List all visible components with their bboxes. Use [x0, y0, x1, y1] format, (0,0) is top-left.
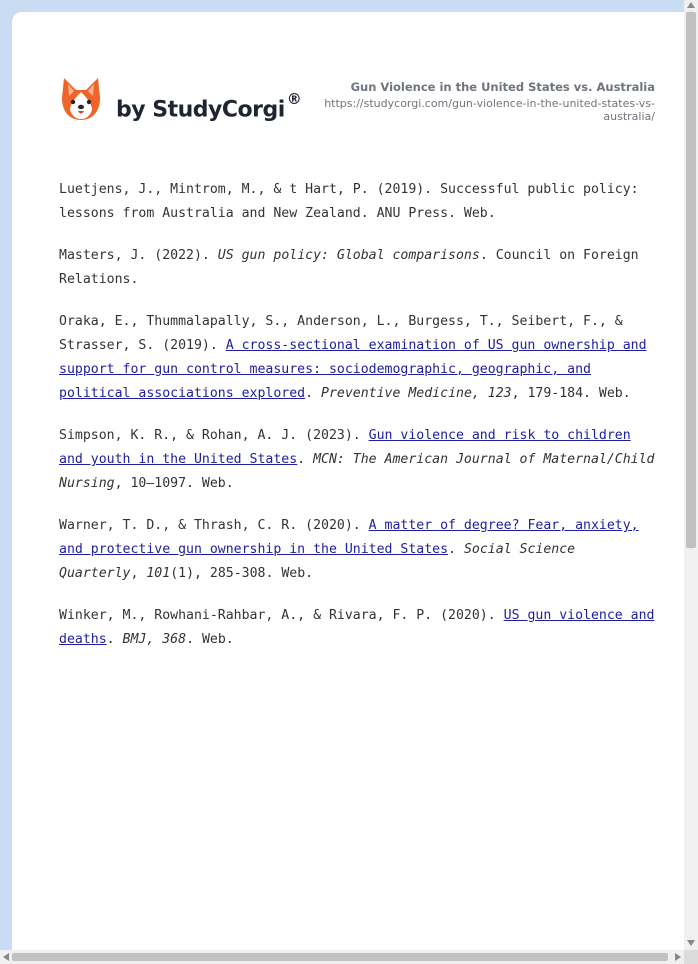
- reference-item: Masters, J. (2022). US gun policy: Global comparisons. Council on Foreign Relations.: [59, 248, 639, 287]
- journal-name: Social Science Quarterly: [59, 542, 576, 581]
- scrollbar-corner: [684, 950, 698, 964]
- reference-item: Simpson, K. R., & Rohan, A. J. (2023). Gun violence and risk to children and youth in the United States. MCN: The American Journal of Maternal/Child Nursing, 10–1097. Web.: [59, 428, 655, 491]
- reference-link[interactable]: US gun violence and deaths: [59, 608, 655, 647]
- corgi-icon: [60, 76, 102, 122]
- reference-link[interactable]: Gun violence and risk to children and youth in the United States: [59, 428, 631, 467]
- brand-name: by StudyCorgi ®: [116, 90, 302, 123]
- document-page: [12, 12, 684, 952]
- reference-link[interactable]: A cross-sectional examination of US gun ownership and support for gun control measures: sociodemographic, geographic, and political associations explored: [59, 338, 647, 401]
- reference-item: Oraka, E., Thummalapally, S., Anderson, L., Burgess, T., Seibert, F., & Strasser, S. (2019). A cross-sectional examination of US gun ownership and support for gun control measures: sociodemographic, geographic, and political associations explored. Preventive Medicine, 123, 179-184. Web.: [59, 314, 647, 401]
- reference-link[interactable]: A matter of degree? Fear, anxiety, and protective gun ownership in the United States: [59, 518, 639, 557]
- scroll-left-icon[interactable]: [3, 953, 9, 961]
- document-url: https://studycorgi.com/gun-violence-in-the-united-states-vs-australia/: [324, 97, 655, 123]
- journal-name: BMJ, 368: [122, 632, 187, 647]
- studycorgi-logo[interactable]: [60, 76, 301, 122]
- journal-name: Preventive Medicine, 123: [321, 386, 512, 401]
- vertical-scrollbar[interactable]: [684, 0, 698, 950]
- scroll-down-icon[interactable]: [687, 940, 695, 946]
- reference-item: Winker, M., Rowhani-Rahbar, A., & Rivara, F. P. (2020). US gun violence and deaths. BMJ, 368. Web.: [59, 608, 655, 647]
- scroll-right-icon[interactable]: [675, 953, 681, 961]
- document-title: Gun Violence in the United States vs. Australia: [350, 80, 655, 94]
- horizontal-scroll-thumb[interactable]: [12, 953, 668, 961]
- reference-item: Luetjens, J., Mintrom, M., & t Hart, P. (2019). Successful public policy: lessons from Australia and New Zealand. ANU Press. Web.: [59, 182, 639, 221]
- journal-volume: 101: [146, 566, 171, 581]
- scroll-up-icon[interactable]: [687, 2, 695, 8]
- horizontal-scrollbar[interactable]: [0, 950, 684, 964]
- vertical-scroll-thumb[interactable]: [686, 12, 696, 548]
- journal-name: MCN: The American Journal of Maternal/Child Nursing: [59, 452, 655, 491]
- reference-list: [59, 178, 657, 670]
- document-header: [315, 80, 655, 123]
- reference-item: Warner, T. D., & Thrash, C. R. (2020). A matter of degree? Fear, anxiety, and protective gun ownership in the United States. Social Science Quarterly, 101(1), 285-308. Web.: [59, 518, 639, 581]
- reference-title: US gun policy: Global comparisons: [217, 248, 480, 263]
